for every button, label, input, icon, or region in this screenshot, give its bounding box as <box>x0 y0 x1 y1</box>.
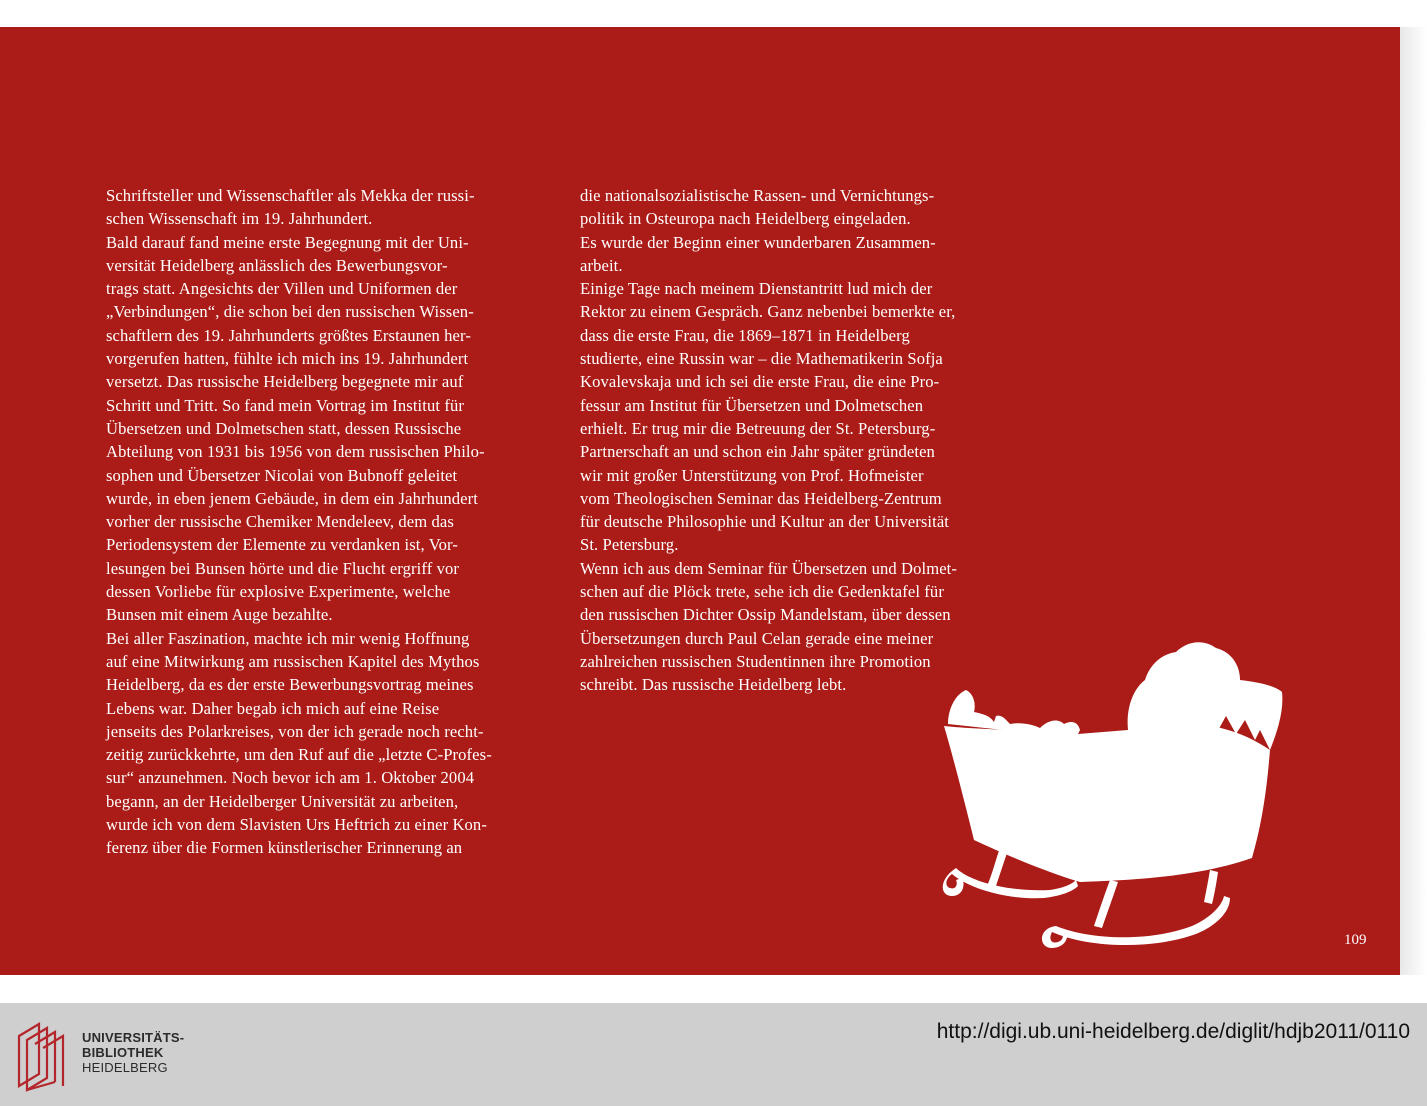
text-line: studierte, eine Russin war – die Mathematikerin Sofja <box>580 349 943 369</box>
text-line: sophen und Übersetzer Nicolai von Bubnoff geleitet <box>106 465 458 485</box>
text-line: zahlreichen russischen Studentinnen ihre Promotion <box>580 651 931 671</box>
text-line: Partnerschaft an und schon ein Jahr später gründeten <box>580 442 935 462</box>
text-line: Einige Tage nach meinem Dienstantritt lud mich der <box>580 279 933 299</box>
text-line: wurde, in eben jenem Gebäude, in dem ein Jahrhundert <box>106 488 478 508</box>
text-line: Periodensystem der Elemente zu verdanken ist, Vor- <box>106 535 458 555</box>
logo-line-1: UNIVERSITÄTS- <box>82 1030 185 1045</box>
text-line: Bei aller Faszination, machte ich mir wenig Hoffnung <box>106 628 470 648</box>
text-line: auf eine Mitwirkung am russischen Kapitel des Mythos <box>106 651 480 671</box>
text-line: wir mit großer Unterstützung von Prof. Hofmeister <box>580 465 924 485</box>
text-line: Abteilung von 1931 bis 1956 von dem russischen Philo- <box>106 442 485 462</box>
logo-line-3: HEIDELBERG <box>82 1060 168 1075</box>
text-line: St. Petersburg. <box>580 535 679 555</box>
text-line: fessur am Institut für Übersetzen und Dolmetschen <box>580 395 924 415</box>
text-line: dessen Vorliebe für explosive Experimente, welche <box>106 582 451 602</box>
text-line: begann, an der Heidelberger Universität zu arbeiten, <box>106 791 459 811</box>
text-line: lesungen bei Bunsen hörte und die Flucht ergriff vor <box>106 558 459 578</box>
text-line: versität Heidelberg anlässlich des Bewerbungsvor- <box>106 255 448 275</box>
text-line: vorher der russische Chemiker Mendeleev, dem das <box>106 512 454 532</box>
library-logo-text <box>82 1030 184 1075</box>
text-line: Es wurde der Beginn einer wunderbaren Zusammen- <box>580 232 936 252</box>
text-line: erhielt. Er trug mir die Betreuung der St. Petersburg- <box>580 418 936 438</box>
text-line: Übersetzungen durch Paul Celan gerade eine meiner <box>580 628 934 648</box>
text-line: den russischen Dichter Ossip Mandelstam, über dessen <box>580 605 951 625</box>
text-line: Lebens war. Daher begab ich mich auf eine Reise <box>106 698 440 718</box>
text-line: politik in Osteuropa nach Heidelberg eingeladen. <box>580 209 911 229</box>
logo-line-2: BIBLIOTHEK <box>82 1045 164 1060</box>
text-column-left <box>106 184 576 860</box>
text-line: dass die erste Frau, die 1869–1871 in Heidelberg <box>580 325 910 345</box>
text-line: „Verbindungen“, die schon bei den russischen Wissen- <box>106 302 474 322</box>
text-line: schen auf die Plöck trete, sehe ich die Gedenktafel für <box>580 582 944 602</box>
text-line: Rektor zu einem Gespräch. Ganz nebenbei bemerkte er, <box>580 302 956 322</box>
library-logo-icon <box>15 1018 71 1092</box>
text-line: versetzt. Das russische Heidelberg begegnete mir auf <box>106 372 464 392</box>
text-line: zeitig zurückkehrte, um den Ruf auf die „letzte C-Profes- <box>106 745 492 765</box>
text-column-right <box>580 184 1050 697</box>
footer-bar <box>0 1003 1427 1106</box>
text-line: Übersetzen und Dolmetschen statt, dessen Russische <box>106 418 462 438</box>
text-line: vorgerufen hatten, fühlte ich mich ins 19. Jahrhundert <box>106 349 469 369</box>
text-line: schen Wissenschaft im 19. Jahrhundert. <box>106 209 373 229</box>
text-line: Heidelberg, da es der erste Bewerbungsvortrag meines <box>106 675 474 695</box>
text-line: arbeit. <box>580 255 623 275</box>
text-line: vom Theologischen Seminar das Heidelberg-Zentrum <box>580 488 942 508</box>
text-line: Bald darauf fand meine erste Begegnung mit der Uni- <box>106 232 469 252</box>
text-line: für deutsche Philosophie und Kultur an der Universität <box>580 512 950 532</box>
text-line: schaftlern des 19. Jahrhunderts größtes Erstaunen her- <box>106 325 471 345</box>
text-line: wurde ich von dem Slavisten Urs Heftrich zu einer Kon- <box>106 815 487 835</box>
text-line: jenseits des Polarkreises, von der ich gerade noch recht- <box>106 721 484 741</box>
text-line: Bunsen mit einem Auge bezahlte. <box>106 605 333 625</box>
text-line: schreibt. Das russische Heidelberg lebt. <box>580 675 847 695</box>
text-line: Schritt und Tritt. So fand mein Vortrag im Institut für <box>106 395 464 415</box>
page-number: 109 <box>1344 932 1367 948</box>
text-line: trags statt. Angesichts der Villen und Uniformen der <box>106 279 458 299</box>
text-line: die nationalsozialistische Rassen- und Vernichtungs- <box>580 186 935 205</box>
text-line: ferenz über die Formen künstlerischer Erinnerung an <box>106 838 463 858</box>
text-line: Wenn ich aus dem Seminar für Übersetzen und Dolmet- <box>580 558 958 578</box>
source-url[interactable]: http://digi.ub.uni-heidelberg.de/diglit/hdjb2011/0110 <box>936 1020 1410 1043</box>
text-line: Kovalevskaja und ich sei die erste Frau, die eine Pro- <box>580 372 940 392</box>
text-line: Schriftsteller und Wissenschaftler als Mekka der russi- <box>106 186 475 205</box>
text-line: sur“ anzunehmen. Noch bevor ich am 1. Oktober 2004 <box>106 768 475 788</box>
cradle-silhouette-illustration <box>940 630 1285 950</box>
page-edge-shadow <box>1400 27 1427 975</box>
